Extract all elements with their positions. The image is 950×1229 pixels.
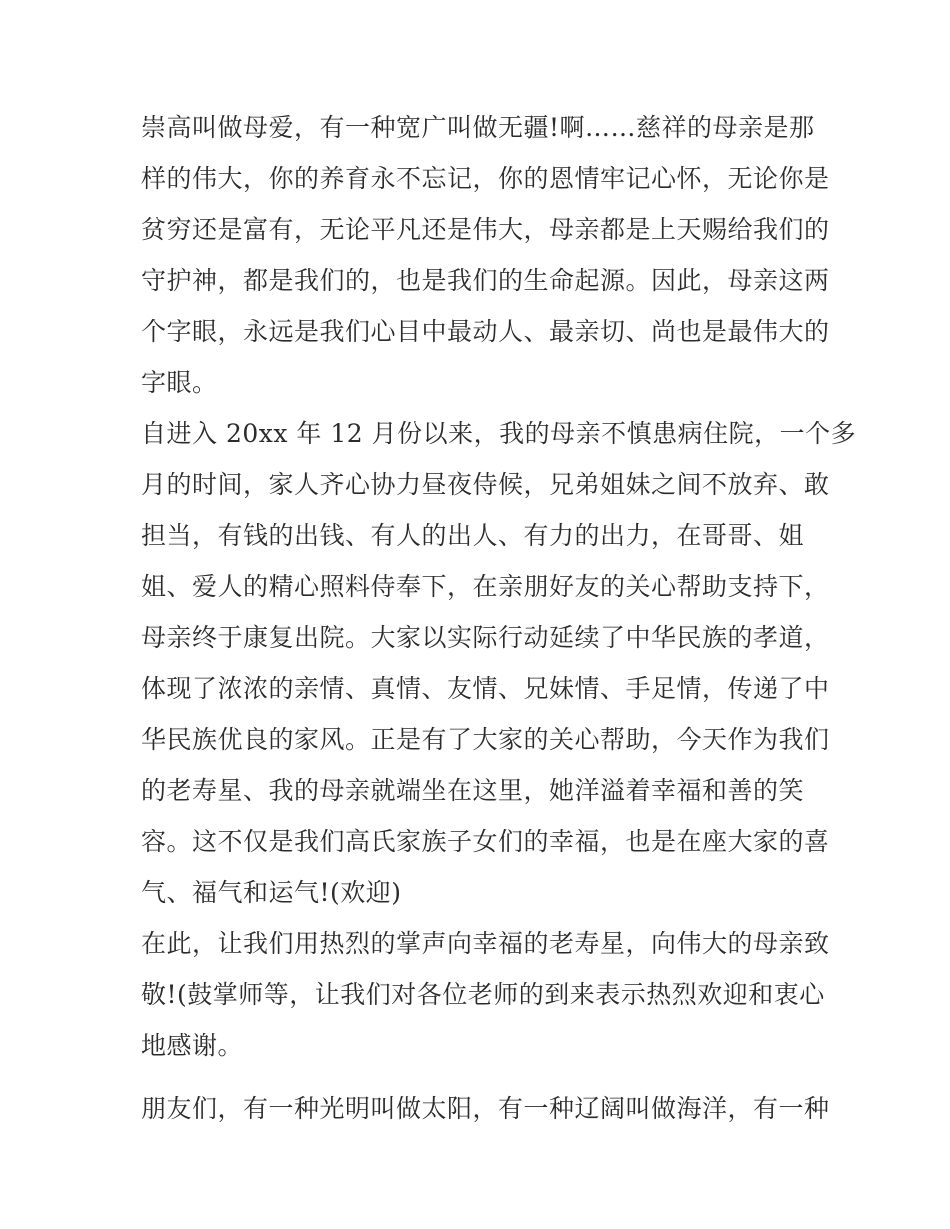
text-line: 在此，让我们用热烈的掌声向幸福的老寿星，向伟大的母亲致 [141,929,830,958]
text-line: 自进入 20xx 年 12 月份以来，我的母亲不慎患病住院，一个多 [141,419,857,448]
text-line: 姐、爱人的精心照料侍奉下，在亲朋好友的关心帮助支持下， [141,572,830,601]
text-line: 字眼。 [141,368,218,397]
text-line: 崇高叫做母爱，有一种宽广叫做无疆!啊……慈祥的母亲是那 [141,113,815,142]
text-line: 担当，有钱的出钱、有人的出人、有力的出力，在哥哥、姐 [141,521,805,550]
text-line: 月的时间，家人齐心协力昼夜侍候，兄弟姐妹之间不放弃、敢 [141,470,830,499]
text-line: 样的伟大，你的养育永不忘记，你的恩情牢记心怀，无论你是 [141,164,830,193]
text-line: 容。这不仅是我们高氏家族子女们的幸福，也是在座大家的喜 [141,827,830,856]
text-line: 体现了浓浓的亲情、真情、友情、兄妹情、手足情，传递了中 [141,674,830,703]
text-line: 地感谢。 [141,1031,244,1060]
text-line: 的老寿星、我的母亲就端坐在这里，她洋溢着幸福和善的笑 [141,776,805,805]
text-line: 贫穷还是富有，无论平凡还是伟大，母亲都是上天赐给我们的 [141,215,830,244]
text-line: 守护神，都是我们的，也是我们的生命起源。因此，母亲这两 [141,266,830,295]
text-line: 敬!(鼓掌师等，让我们对各位老师的到来表示热烈欢迎和衷心 [141,980,825,1009]
text-line: 气、福气和运气!(欢迎) [141,878,402,907]
text-line: 朋友们，有一种光明叫做太阳，有一种辽阔叫做海洋，有一种 [141,1094,830,1123]
text-line: 华民族优良的家风。正是有了大家的关心帮助，今天作为我们 [141,725,830,754]
text-line: 个字眼，永远是我们心目中最动人、最亲切、尚也是最伟大的 [141,317,830,346]
text-line: 母亲终于康复出院。大家以实际行动延续了中华民族的孝道， [141,623,830,652]
